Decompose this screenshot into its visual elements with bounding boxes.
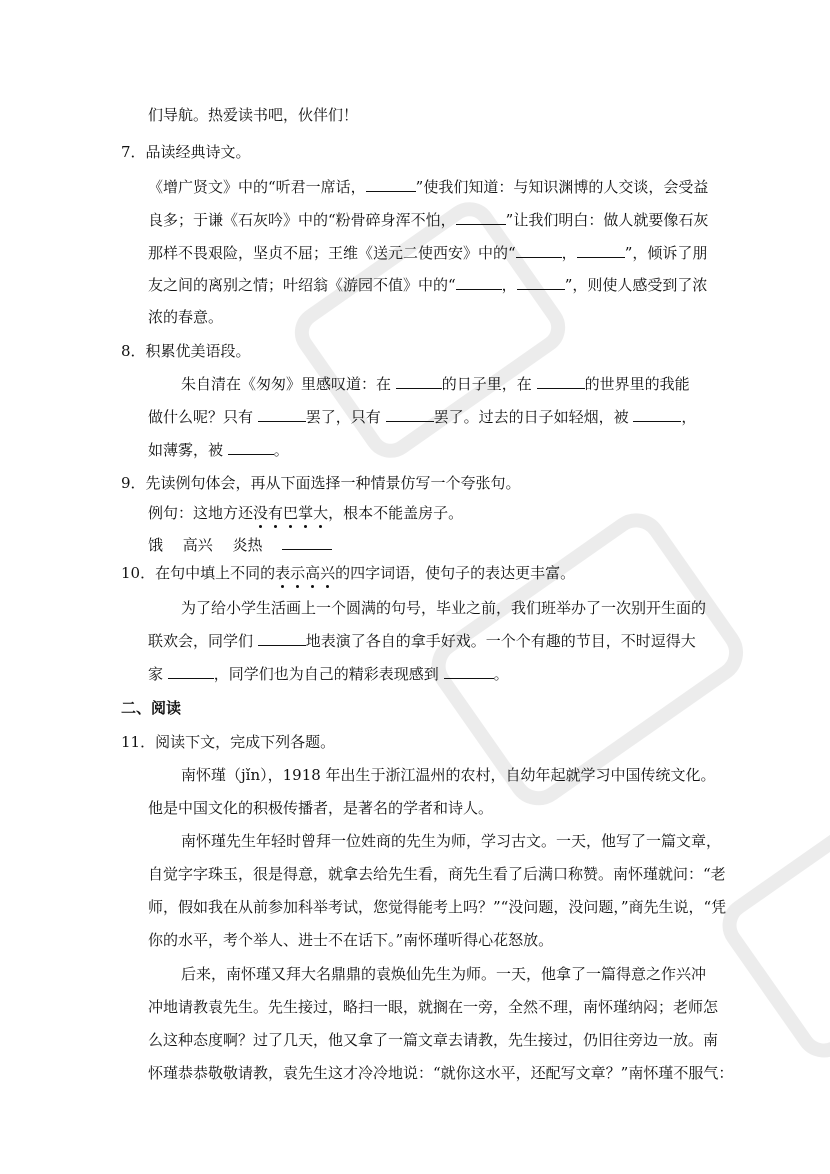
answer-blank[interactable] <box>577 243 625 258</box>
text-line: 后来，南怀瑾又拜大名鼎鼎的袁焕仙先生为师。一天，他拿了一篇得意之作兴冲 <box>181 965 707 983</box>
question-7-title: 7．品读经典诗文。 <box>121 143 251 161</box>
text-line: 那样不畏艰险，坚贞不屈；王维《送元二使西安》中的“ ， ”，倾诉了朋 <box>148 244 708 262</box>
text-line: 们导航。热爱读书吧，伙伴们！ <box>148 106 359 124</box>
answer-blank[interactable] <box>444 664 494 679</box>
text-line: 他是中国文化的积极传播者，是著名的学者和诗人。 <box>148 799 494 817</box>
text-line: 联欢会，同学们 地表演了各自的拿手好戏。一个个有趣的节目，不时逗得大 <box>148 632 696 650</box>
text-line: 自觉字字珠玉，很是得意，就拿去给先生看，商先生看了后满口称赞。南怀瑾就问：“老 <box>148 865 726 883</box>
text-line: 浓的春意。 <box>148 308 224 326</box>
text-line: 如薄雾，被 。 <box>148 441 289 459</box>
question-11-title: 11．阅读下文，完成下列各题。 <box>121 733 336 751</box>
section-heading: 二、阅读 <box>121 699 182 717</box>
answer-blank[interactable] <box>516 243 562 258</box>
text-line: 《增广贤文》中的“听君一席话， ”使我们知道：与知识渊博的人交谈，会受益 <box>148 178 709 196</box>
text-line: 为了给小学生活画上一个圆满的句号，毕业之前，我们班举办了一次别开生面的 <box>181 599 707 617</box>
option-line: 饿 高兴 炎热 <box>148 534 710 556</box>
example-sentence: 例句：这地方还没有巴掌大，根本不能盖房子。 <box>148 504 464 522</box>
text-line: 南怀瑾（jǐn），1918 年出生于浙江温州的农村，自幼年起就学习中国传统文化。 <box>181 766 716 784</box>
text-line: 南怀瑾先生年轻时曾拜一位姓商的先生为师，学习古文。一天，他写了一篇文章， <box>181 832 722 850</box>
text-line: 怀瑾恭恭敬敬请教，袁先生这才冷冷地说：“就你这水平，还配写文章？”南怀瑾不服气： <box>148 1064 734 1082</box>
answer-blank[interactable] <box>386 407 434 422</box>
answer-blank[interactable] <box>366 177 416 192</box>
answer-blank[interactable] <box>168 664 214 679</box>
answer-blank[interactable] <box>456 275 502 290</box>
text-line: 你的水平，考个举人、进士不在话下。”南怀瑾听得心花怒放。 <box>148 931 554 949</box>
text-line: 朱自清在《匆匆》里感叹道：在 的日子里，在 的世界里的我能 <box>181 375 690 393</box>
text-line: 么这种态度啊？过了几天，他又拿了一篇文章去请教，先生接过，仍旧往旁边一放。南 <box>148 1031 719 1049</box>
text-line: 良多；于谦《石灰吟》中的“粉骨碎身浑不怕， ”让我们明白：做人就要像石灰 <box>148 211 709 229</box>
answer-blank[interactable] <box>396 374 442 389</box>
text-line: 家 ，同学们也为自己的精彩表现感到 。 <box>148 665 509 683</box>
answer-blank[interactable] <box>517 275 565 290</box>
answer-blank[interactable] <box>258 407 306 422</box>
answer-blank[interactable] <box>228 440 274 455</box>
answer-blank[interactable] <box>537 374 585 389</box>
text-line: 友之间的离别之情；叶绍翁《游园不值》中的“ ， ”，则使人感受到了浓 <box>148 276 708 294</box>
answer-blank[interactable] <box>282 535 332 550</box>
answer-blank[interactable] <box>633 407 681 422</box>
question-8-title: 8．积累优美语段。 <box>121 342 251 360</box>
answer-blank[interactable] <box>456 210 506 225</box>
text-line: 做什么呢？只有 罢了，只有 罢了。过去的日子如轻烟，被 ， <box>148 408 697 426</box>
text-line: 师，假如我在从前参加科举考试，您觉得能考上吗？”“没问题，没问题，”商先生说，“凭 <box>148 898 727 916</box>
text-line: 冲地请教袁先生。先生接过，略扫一眼，就搁在一旁，全然不理，南怀瑾纳闷；老师怎 <box>148 998 719 1016</box>
question-9-title: 9．先读例句体会，再从下面选择一种情景仿写一个夸张句。 <box>121 474 521 492</box>
question-10-title: 10．在句中填上不同的表示高兴的四字词语，使句子的表达更丰富。 <box>121 564 576 582</box>
answer-blank[interactable] <box>258 631 306 646</box>
